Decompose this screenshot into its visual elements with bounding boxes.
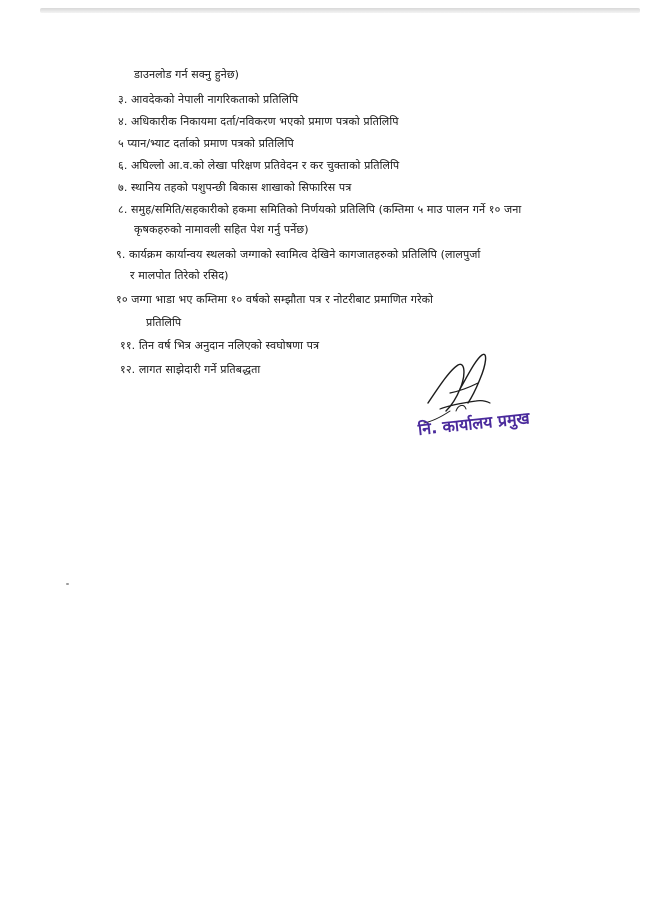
office-chief-designation: नि. कार्यालय प्रमुख (417, 408, 531, 439)
item-8: ८. समुह/समिति/सहकारीको हकमा समितिको निर्णयको प्रतिलिपि (कम्तिमा ५ माउ पालन गर्ने १० जना (118, 203, 522, 216)
item-10: १० जग्गा भाडा भए कम्तिमा १० वर्षको सम्झौता पत्र र नोटरीबाट प्रमाणित गरेको (116, 293, 434, 306)
item-10-continuation: प्रतिलिपि (146, 316, 182, 329)
item-9-continuation: र मालपोत तिरेको रसिद) (130, 269, 229, 282)
item-8-continuation: कृषकहरुको नामावली सहित पेश गर्नु पर्नेछ) (134, 223, 309, 236)
item-6: ६. अघिल्लो आ.व.को लेखा परिक्षण प्रतिवेदन र कर चुक्ताको प्रतिलिपि (118, 159, 400, 172)
item-5: ५ प्यान/भ्याट दर्ताको प्रमाण पत्रको प्रतिलिपि (118, 137, 294, 150)
scan-speck (66, 583, 69, 585)
item-11: ११. तिन वर्ष भित्र अनुदान नलिएको स्वघोषणा पत्र (120, 339, 320, 352)
item-3: ३. आवदेकको नेपाली नागरिकताको प्रतिलिपि (118, 93, 299, 106)
item-7: ७. स्थानिय तहको पशुपन्छी बिकास शाखाको सिफारिस पत्र (118, 181, 352, 194)
item-12: १२. लागत साझेदारी गर्ने प्रतिबद्धता (120, 363, 261, 376)
item-9: ९. कार्यक्रम कार्यान्वय स्थलको जग्गाको स्वामित्व देखिने कागजातहरुको प्रतिलिपि (लालपुर्जा (116, 248, 481, 261)
item-2-continuation: डाउनलोड गर्न सक्नु हुनेछ) (134, 68, 240, 81)
item-4: ४. अधिकारीक निकायमा दर्ता/नविकरण भएको प्रमाण पत्रको प्रतिलिपि (118, 115, 399, 128)
